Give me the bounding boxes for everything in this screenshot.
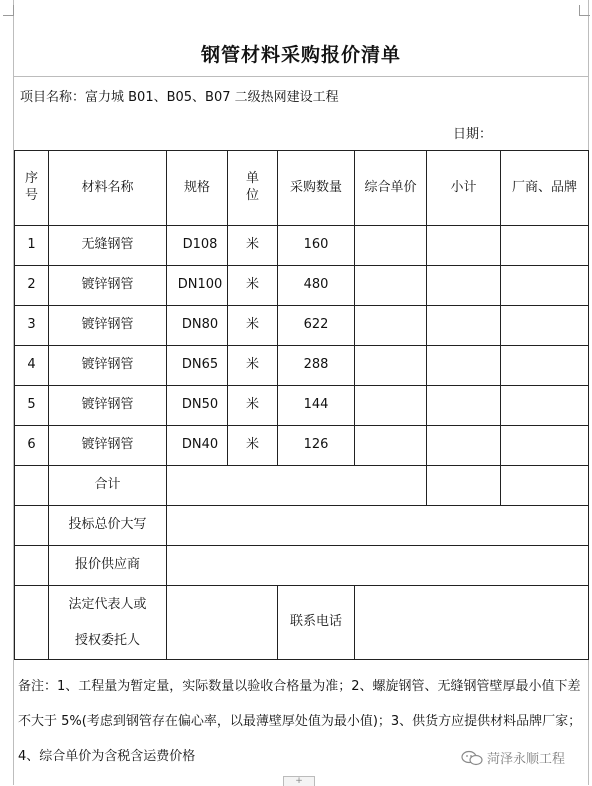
watermark <box>461 748 565 767</box>
watermark-text: 菏泽永顺工程 <box>487 752 566 767</box>
cell-unit: 米 <box>228 426 278 466</box>
header-material-name: 材料名称 <box>49 151 167 226</box>
cell-index: 1 <box>15 226 49 266</box>
add-page-tab[interactable]: + <box>283 776 315 786</box>
phone-label: 联系电话 <box>278 586 355 660</box>
chat-bubble-icon <box>461 750 483 766</box>
project-name: 项目名称：富力城 B01、B05、B07 二级热网建设工程 <box>20 90 339 105</box>
cell-index: 2 <box>15 266 49 306</box>
remarks-note: 备注：1、工程量为暂定量，实际数量以验收合格量为准；2、螺旋钢管、无缝钢管壁厚最小值下差不大于 5%(考虑到钢管存在偏心率，以最薄壁厚处值为最小值)；3、供货方应提供材料品牌厂家；4、综合单价为含税含运费价格 <box>18 679 582 764</box>
table-row <box>15 346 589 386</box>
supplier-index-cell <box>15 546 49 586</box>
cell-material-name: 镀锌钢管 <box>49 266 167 306</box>
header-unit-price: 综合单价 <box>355 151 427 226</box>
total-brand-cell <box>501 466 589 506</box>
cell-subtotal <box>427 266 501 306</box>
supplier-value <box>167 546 589 586</box>
date-label: 日期： <box>453 127 493 142</box>
legal-rep-index-cell <box>15 586 49 660</box>
cell-quantity: 622 <box>278 306 355 346</box>
table-row <box>15 426 589 466</box>
cell-quantity: 126 <box>278 426 355 466</box>
cell-quantity: 160 <box>278 226 355 266</box>
legal-rep-row <box>15 586 589 660</box>
cell-brand <box>501 226 589 266</box>
total-blank-cell <box>167 466 427 506</box>
header-unit: 单 位 <box>228 151 278 226</box>
cell-quantity: 288 <box>278 346 355 386</box>
title-divider <box>14 76 588 77</box>
cell-spec: DN40 <box>167 426 228 466</box>
total-amount-value <box>167 506 589 546</box>
total-index-cell <box>15 466 49 506</box>
cell-material-name: 无缝钢管 <box>49 226 167 266</box>
cell-spec: DN50 <box>167 386 228 426</box>
cell-unit: 米 <box>228 346 278 386</box>
cell-unit: 米 <box>228 386 278 426</box>
cell-subtotal <box>427 306 501 346</box>
cell-index: 3 <box>15 306 49 346</box>
cell-quantity: 144 <box>278 386 355 426</box>
table-row <box>15 386 589 426</box>
cell-brand <box>501 266 589 306</box>
supplier-label: 报价供应商 <box>49 546 167 586</box>
legal-rep-label: 法定代表人或 授权委托人 <box>49 586 167 660</box>
cell-index: 5 <box>15 386 49 426</box>
cell-brand <box>501 426 589 466</box>
cell-subtotal <box>427 426 501 466</box>
cell-unit-price <box>355 306 427 346</box>
cell-unit: 米 <box>228 226 278 266</box>
legal-rep-value <box>167 586 278 660</box>
cell-unit-price <box>355 346 427 386</box>
total-amount-label: 投标总价大写 <box>49 506 167 546</box>
cell-unit-price <box>355 266 427 306</box>
document-title: 钢管材料采购报价清单 <box>200 44 401 66</box>
header-index: 序 号 <box>15 151 49 226</box>
cell-spec: DN80 <box>167 306 228 346</box>
cell-material-name: 镀锌钢管 <box>49 346 167 386</box>
supplier-row <box>15 546 589 586</box>
total-row <box>15 466 589 506</box>
cell-brand <box>501 346 589 386</box>
cell-brand <box>501 306 589 346</box>
table-row <box>15 266 589 306</box>
cell-index: 4 <box>15 346 49 386</box>
cell-material-name: 镀锌钢管 <box>49 426 167 466</box>
header-quantity: 采购数量 <box>278 151 355 226</box>
header-subtotal: 小计 <box>427 151 501 226</box>
cell-unit: 米 <box>228 266 278 306</box>
total-amount-row <box>15 506 589 546</box>
cell-subtotal <box>427 346 501 386</box>
cell-unit-price <box>355 386 427 426</box>
header-brand: 厂商、品牌 <box>501 151 589 226</box>
cell-material-name: 镀锌钢管 <box>49 306 167 346</box>
phone-value <box>355 586 589 660</box>
table-header-row <box>15 151 589 226</box>
page-corner-mark <box>579 5 590 16</box>
cell-spec: DN100 <box>167 266 228 306</box>
cell-subtotal <box>427 386 501 426</box>
cell-quantity: 480 <box>278 266 355 306</box>
cell-subtotal <box>427 226 501 266</box>
cell-unit-price <box>355 426 427 466</box>
header-spec: 规格 <box>167 151 228 226</box>
total-amount-index-cell <box>15 506 49 546</box>
cell-spec: D108 <box>167 226 228 266</box>
table-row <box>15 226 589 266</box>
cell-material-name: 镀锌钢管 <box>49 386 167 426</box>
quotation-table <box>14 150 589 660</box>
cell-unit-price <box>355 226 427 266</box>
cell-index: 6 <box>15 426 49 466</box>
total-label: 合计 <box>49 466 167 506</box>
cell-unit: 米 <box>228 306 278 346</box>
total-subtotal-cell <box>427 466 501 506</box>
cell-brand <box>501 386 589 426</box>
table-row <box>15 306 589 346</box>
page-corner-mark <box>3 5 14 16</box>
cell-spec: DN65 <box>167 346 228 386</box>
